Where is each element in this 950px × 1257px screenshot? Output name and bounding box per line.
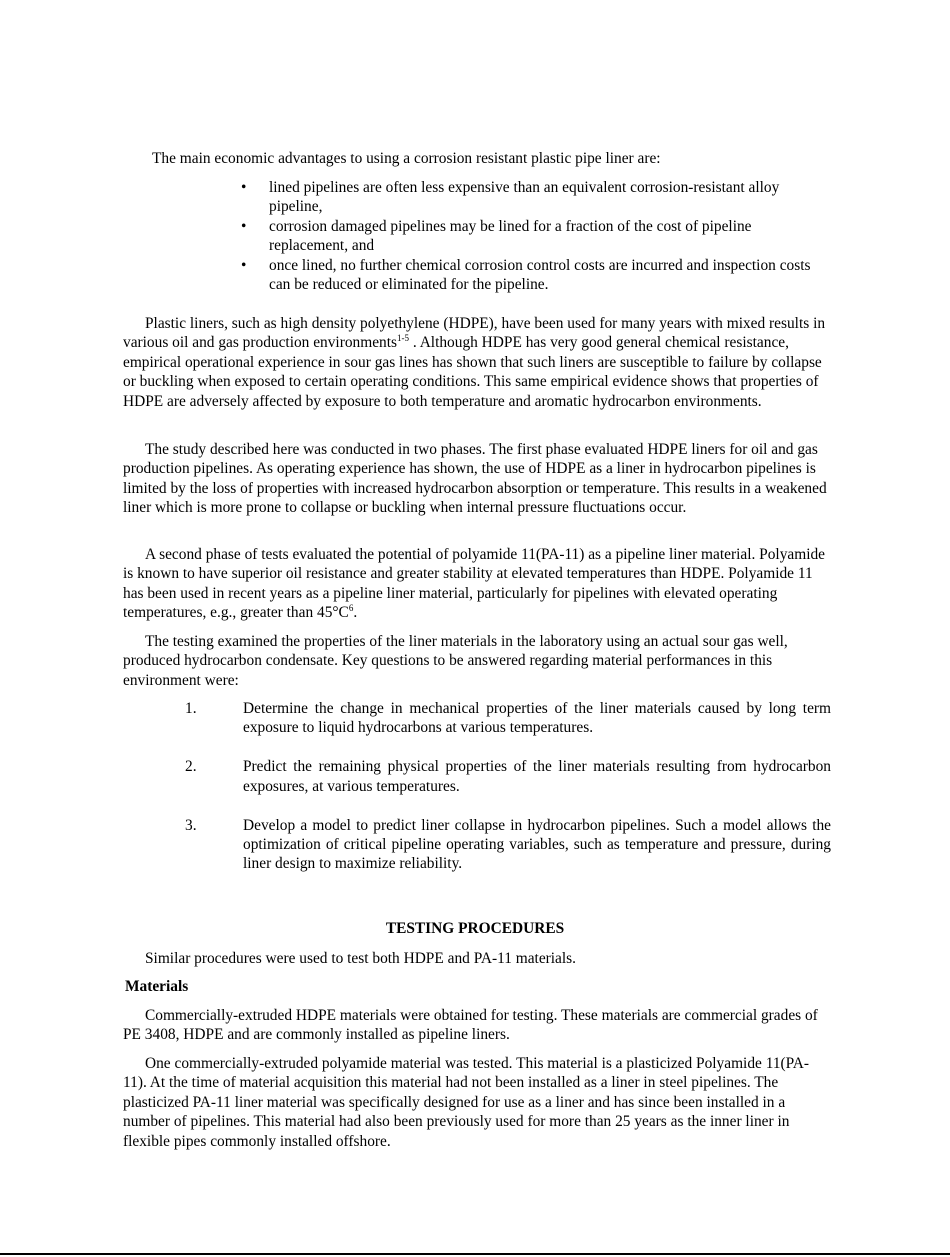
list-item xyxy=(241,178,829,217)
paragraph-plastic-liners xyxy=(123,314,830,411)
list-item xyxy=(185,699,831,738)
paragraph-testing: The testing examined the properties of the liner materials in the laboratory using an actual sour gas well, produced hydrocarbon condensate. Key questions to be answered regarding material performances in this environment were: xyxy=(123,633,788,689)
list-item xyxy=(241,256,829,295)
list-item-number: 3. xyxy=(185,816,197,834)
bullet-icon: • xyxy=(241,217,247,235)
page-bottom-rule xyxy=(0,1253,950,1255)
list-item xyxy=(241,217,829,256)
list-item-number: 1. xyxy=(185,700,197,717)
list-item-text: Determine the change in mechanical properties of the liner materials caused by long term exposure to liquid hydrocarbons at various temperatures. xyxy=(243,700,831,737)
key-questions-list xyxy=(185,699,831,893)
list-item-text: once lined, no further chemical corrosion control costs are incurred and inspection costs can be reduced or eliminated for the pipeline. xyxy=(269,256,811,294)
list-item xyxy=(185,757,831,796)
paragraph-text: Plastic liners, such as high density polyethylene (HDPE), have been used for many years with mixed results in various oil and gas production environments xyxy=(123,315,826,352)
list-item-text: Predict the remaining physical properties of the liner materials resulting from hydrocarbon exposures, at various temperatures. xyxy=(243,758,831,795)
list-item-text: corrosion damaged pipelines may be lined for a fraction of the cost of pipeline replacement, and xyxy=(269,217,752,255)
paragraph-text: . xyxy=(353,604,358,622)
list-item-number: 2. xyxy=(185,758,197,776)
section-heading: TESTING PROCEDURES xyxy=(385,920,565,937)
section-intro: Similar procedures were used to test both HDPE and PA-11 materials. xyxy=(145,950,576,967)
intro-sentence: The main economic advantages to using a corrosion resistant plastic pipe liner are: xyxy=(152,150,661,167)
subsection-heading: Materials xyxy=(125,978,189,995)
paragraph-text: A second phase of tests evaluated the potential of polyamide 11(PA-11) as a pipeline liner material. Polyamide is known to have superior oil resistance and greater stability at elevated temperatures than HDPE. Polyamide 11 has been used in recent years as a pipeline liner material, particularly for pipelines with elevated operating temperatures, e.g., greater than 45°C xyxy=(123,546,825,622)
paragraph-polyamide-materials: One commercially-extruded polyamide material was tested. This material is a plasticized Polyamide 11(PA-11). At the time of material acquisition this material had not been installed as a liner in steel pipelines. The plasticized PA-11 liner material was specifically designed for use as a liner and has since been installed in a number of pipelines. This material had also been previously used for more than 25 years as the inner liner in flexible pipes commonly installed offshore. xyxy=(123,1055,810,1150)
paragraph-second-phase xyxy=(123,545,830,623)
list-item-text: Develop a model to predict liner collapse in hydrocarbon pipelines. Such a model allows the optimization of critical pipeline operating variables, such as temperature and pressure, during liner design to maximize reliability. xyxy=(243,816,831,873)
paragraph-text: . Although HDPE has very good general chemical resistance, empirical operational experience in sour gas lines has shown that such liners are susceptible to failure by collapse or buckling when exposed to certain operating conditions. This same empirical evidence shows that properties of HDPE are adversely affected by exposure to both temperature and aromatic hydrocarbon environments. xyxy=(123,334,822,410)
bullet-icon: • xyxy=(241,179,247,196)
citation-superscript: 6 xyxy=(348,603,354,614)
paragraph-study-phases: The study described here was conducted in two phases. The first phase evaluated HDPE liners for oil and gas production pipelines. As operating experience has shown, the use of HDPE as a liner in hydrocarbon pipelines is limited by the loss of properties with increased hydrocarbon absorption or temperature. This results in a weakened liner which is more prone to collapse or buckling when internal pressure fluctuations occur. xyxy=(123,441,827,517)
bullet-icon: • xyxy=(241,256,247,274)
advantages-list xyxy=(241,178,829,294)
list-item xyxy=(185,816,831,874)
list-item-text: lined pipelines are often less expensive than an equivalent corrosion-resistant alloy pipeline, xyxy=(269,179,780,216)
citation-superscript: 1-5 xyxy=(397,333,409,344)
paragraph-hdpe-materials: Commercially-extruded HDPE materials were obtained for testing. These materials are commercial grades of PE 3408, HDPE and are commonly installed as pipeline liners. xyxy=(123,1007,818,1044)
